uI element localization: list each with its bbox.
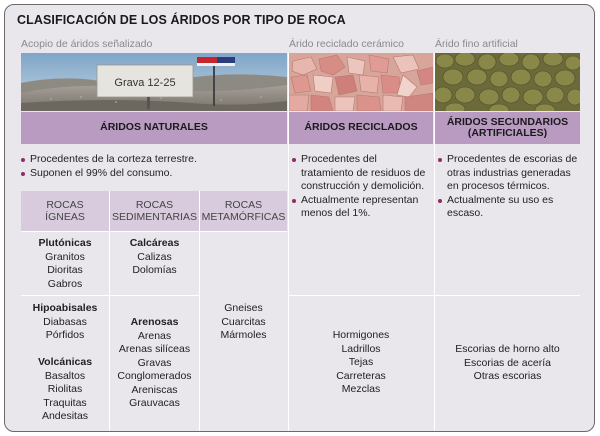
- bullets-natural: Procedentes de la corteza terrestre. Suponen el 99% del consumo.: [21, 153, 283, 180]
- subheader-sedimentary: ROCAS SEDIMENTARIAS: [110, 191, 199, 231]
- caption-natural: Acopio de áridos señalizado: [21, 38, 153, 50]
- igneous-plutonic-list: Plutónicas Granitos Dioritas Gabros: [38, 237, 92, 290]
- sedimentary-sandy-list: Arenosas Arenas Arenas silíceas Gravas Conglomerados Areniscas Grauvacas: [117, 316, 192, 409]
- artificial-aggregate-photo: [435, 53, 580, 111]
- classification-panel: [4, 4, 595, 432]
- sedimentary-calcareous-list: Calcáreas Calizas Dolomías: [129, 237, 180, 276]
- subheader-igneous: ROCAS ÍGNEAS: [21, 191, 109, 231]
- subheader-metamorphic: ROCAS METAMÓRFICAS: [200, 191, 287, 231]
- ceramic-aggregate-photo: [289, 53, 433, 111]
- stockpile-photo: [21, 53, 287, 111]
- igneous-hypabyssal-volcanic-list: Hipoabisales Diabasas Pórfidos Volcánicas Basaltos Riolitas Traquitas Andesitas: [32, 302, 98, 422]
- bullets-recycled: Procedentes del tratamiento de residuos de construcción y demolición. Actualmente representan menos del 1%.: [292, 153, 432, 221]
- bullets-secondary: Procedentes de escorias de otras industrias generadas en procesos térmicos. Actualmente su uso es escaso.: [438, 153, 580, 221]
- recycled-types-list: Hormigones Ladrillos Tejas Carreteras Mezclas: [332, 329, 390, 395]
- caption-artificial: Árido fino artificial: [435, 38, 518, 50]
- header-recycled: ÁRIDOS RECICLADOS: [289, 112, 433, 144]
- page-title: CLASIFICACIÓN DE LOS ÁRIDOS POR TIPO DE ROCA: [17, 13, 346, 27]
- secondary-types-list: Escorias de horno alto Escorias de acería Otras escorias: [455, 343, 560, 382]
- header-secondary: ÁRIDOS SECUNDARIOS (ARTIFICIALES): [435, 112, 580, 144]
- sign-text: Grava 12-25: [114, 77, 176, 89]
- header-natural: ÁRIDOS NATURALES: [21, 112, 287, 144]
- caption-recycled: Árido reciclado cerámico: [289, 38, 404, 50]
- metamorphic-list: Gneises Cuarcitas Mármoles: [220, 302, 267, 341]
